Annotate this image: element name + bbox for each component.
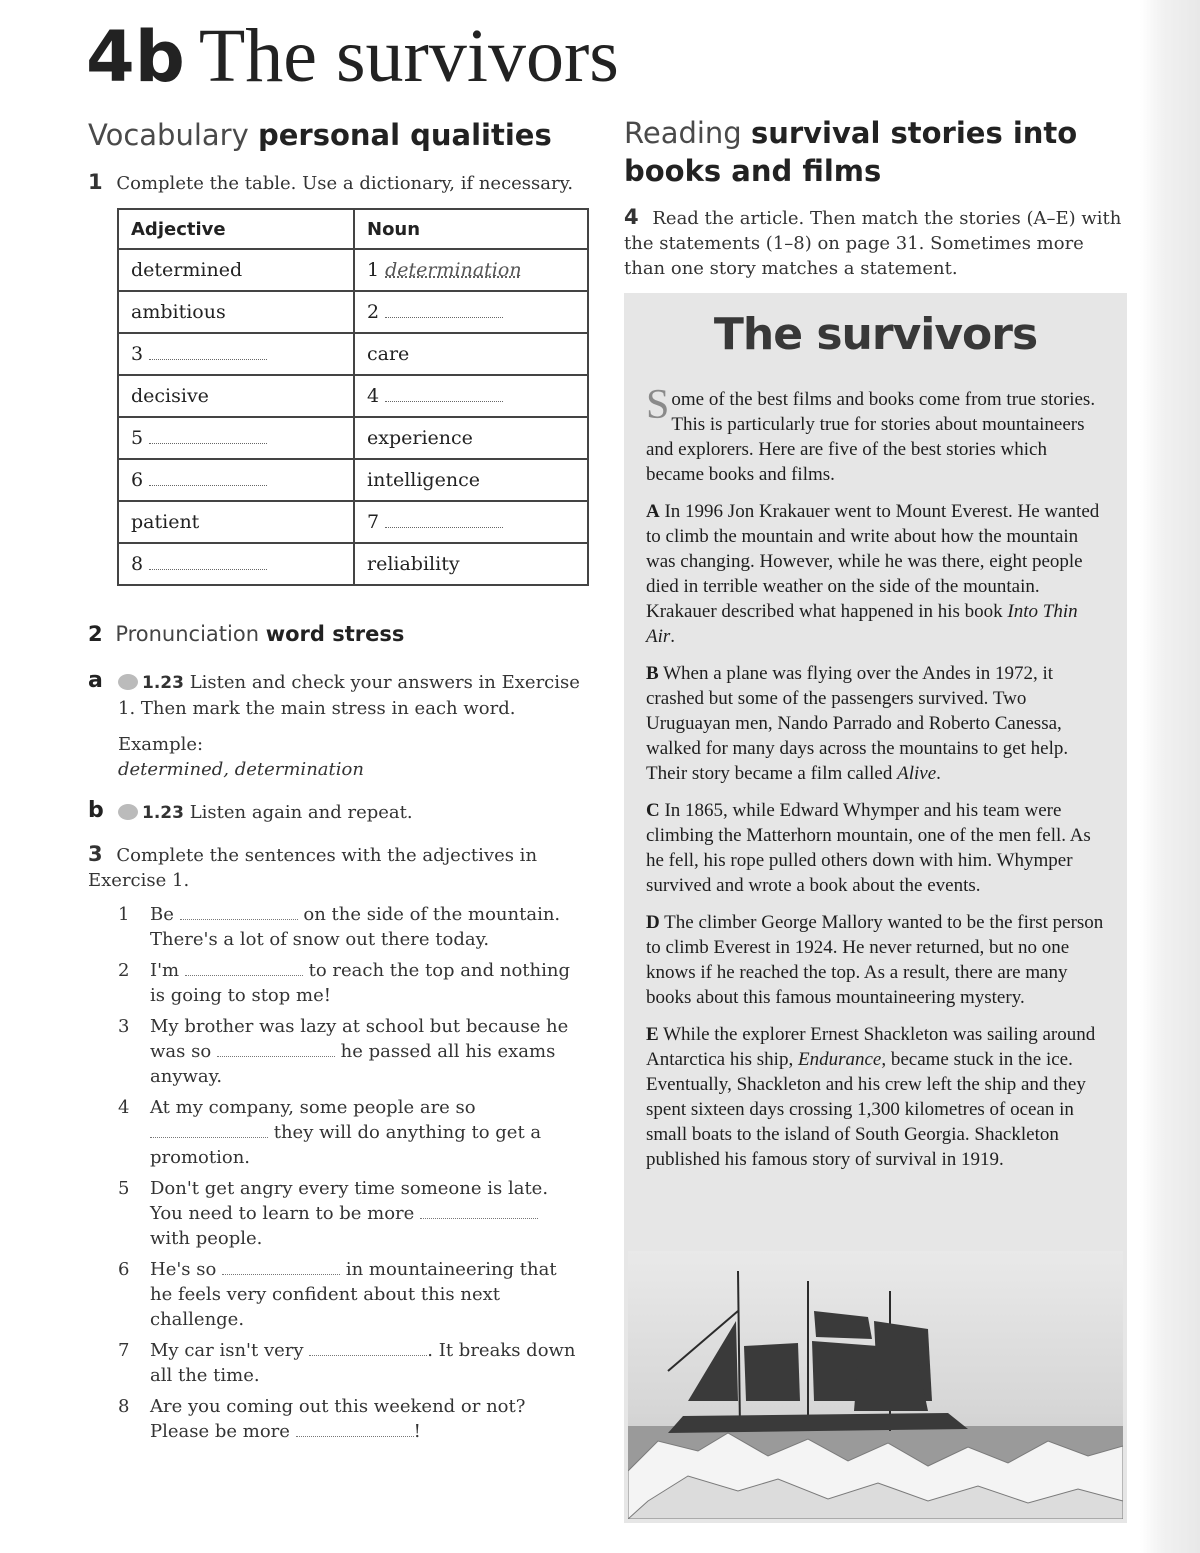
answer-blank[interactable] bbox=[309, 1341, 427, 1356]
list-item: 2 I'm to reach the top and nothing is going to stop me! bbox=[118, 960, 570, 1006]
exercise-1-instruction: 1 Complete the table. Use a dictionary, if necessary. bbox=[88, 170, 574, 194]
exercise-4-instruction: 4 Read the article. Then match the stories (A–E) with the statements (1–8) on page 31. Sometimes more than one story matches a statement. bbox=[624, 205, 1122, 279]
sentence-list bbox=[118, 902, 578, 1450]
list-item: 1 Be on the side of the mountain. There's a lot of snow out there today. bbox=[118, 904, 561, 950]
page-title bbox=[86, 14, 619, 99]
article-body bbox=[646, 382, 1106, 1184]
story-c: C In 1865, while Edward Whymper and his team were climbing the Matterhorn mountain, one of the men fell. As he fell, his rope pulled others down with him. Whymper survived and wrote a book about the events. bbox=[646, 800, 1091, 896]
table-row: determined 1 determination bbox=[118, 249, 588, 291]
story-d: D The climber George Mallory wanted to be the first person to climb Everest in 1924. He never returned, but no one knows if he reached the top. As a result, there are many books about this famous mountaineering mystery. bbox=[646, 912, 1104, 1008]
story-e: E While the explorer Ernest Shackleton was sailing around Antarctica his ship, Endurance, became stuck in the ice. Eventually, Shackleton and his crew left the ship and they spent sixteen days crossing 1,300 kilometres of ocean in small boats to the island of South Georgia. Shackleton published his famous story of survival in 1919. bbox=[646, 1024, 1096, 1170]
vocabulary-table bbox=[117, 208, 589, 586]
pronunciation-heading: 2 Pronunciation word stress bbox=[88, 622, 405, 646]
list-item: 8 Are you coming out this weekend or not? Please be more ! bbox=[118, 1396, 526, 1442]
example-words: determined, determination bbox=[118, 759, 364, 780]
answer-blank[interactable] bbox=[420, 1204, 538, 1219]
list-item: 6 He's so in mountaineering that he feels very confident about this next challenge. bbox=[118, 1259, 557, 1330]
article-title: The survivors bbox=[713, 309, 1038, 360]
article-intro: Some of the best films and books come from true stories. This is particularly true for stories about mountaineers and explorers. Here are five of the best stories which became books and films. bbox=[646, 382, 1096, 485]
list-item: 4 At my company, some people are so they will do anything to get a promotion. bbox=[118, 1097, 542, 1168]
exercise-2b-letter: b bbox=[88, 798, 104, 823]
ship-in-ice-photo bbox=[628, 1251, 1123, 1519]
lesson-code: 4b bbox=[86, 16, 185, 98]
list-item: 5 Don't get angry every time someone is late. You need to learn to be more with people. bbox=[118, 1178, 549, 1249]
answer-blank[interactable] bbox=[150, 1123, 268, 1138]
answer-blank[interactable] bbox=[385, 303, 503, 318]
answer-blank[interactable] bbox=[296, 1422, 414, 1437]
answer-blank[interactable] bbox=[185, 961, 303, 976]
answer-blank[interactable] bbox=[149, 555, 267, 570]
reading-heading: Reading survival stories into books and films bbox=[624, 116, 1078, 188]
example-answer: determination bbox=[385, 259, 522, 281]
answer-blank[interactable] bbox=[149, 345, 267, 360]
article-panel bbox=[624, 293, 1127, 1523]
table-row: 5 experience bbox=[118, 417, 588, 459]
exercise-2a-letter: a bbox=[88, 668, 103, 693]
list-item: 3 My brother was lazy at school but because he was so he passed all his exams anyway. bbox=[118, 1016, 569, 1087]
audio-track[interactable]: 1.23 bbox=[118, 673, 184, 693]
answer-blank[interactable] bbox=[222, 1260, 340, 1275]
page-edge-shadow bbox=[1140, 0, 1200, 1553]
cd-icon bbox=[118, 804, 138, 820]
story-a: A In 1996 Jon Krakauer went to Mount Everest. He wanted to climb the mountain and write about how the mountain was changing. However, while he was there, eight people died in terrible weather on the side of the mountain. Krakauer described what happened in his book Into Thin Air. bbox=[646, 501, 1100, 647]
exercise-2b-text: 1.23 Listen again and repeat. bbox=[118, 800, 413, 826]
answer-blank[interactable] bbox=[217, 1042, 335, 1057]
table-row: ambitious 2 bbox=[118, 291, 588, 333]
table-header-row: Adjective Noun bbox=[118, 209, 588, 249]
answer-blank[interactable] bbox=[149, 429, 267, 444]
cd-icon bbox=[118, 674, 138, 690]
story-b: B When a plane was flying over the Andes in 1972, it crashed but some of the passengers survived. Two Uruguayan men, Nando Parrado and Roberto Canessa, walked for many days across the mountains to get help. Their story became a film called Alive. bbox=[646, 663, 1069, 784]
answer-blank[interactable] bbox=[149, 471, 267, 486]
table-row: 3 care bbox=[118, 333, 588, 375]
table-row: decisive 4 bbox=[118, 375, 588, 417]
table-row: 6 intelligence bbox=[118, 459, 588, 501]
answer-blank[interactable] bbox=[180, 905, 298, 920]
audio-track[interactable]: 1.23 bbox=[118, 803, 184, 823]
lesson-title: The survivors bbox=[198, 14, 619, 98]
answer-blank[interactable] bbox=[385, 513, 503, 528]
table-row: patient 7 bbox=[118, 501, 588, 543]
exercise-3-instruction: 3 Complete the sentences with the adjectives in Exercise 1. bbox=[88, 842, 538, 891]
drop-cap: S bbox=[646, 382, 670, 428]
exercise-2a-text: 1.23 Listen and check your answers in Exercise 1. Then mark the main stress in each word. bbox=[118, 672, 580, 719]
answer-blank[interactable] bbox=[385, 387, 503, 402]
list-item: 7 My car isn't very . It breaks down all the time. bbox=[118, 1340, 576, 1386]
example-label: Example: bbox=[118, 734, 204, 755]
table-row: 8 reliability bbox=[118, 543, 588, 585]
vocabulary-heading: Vocabulary personal qualities bbox=[88, 118, 552, 152]
